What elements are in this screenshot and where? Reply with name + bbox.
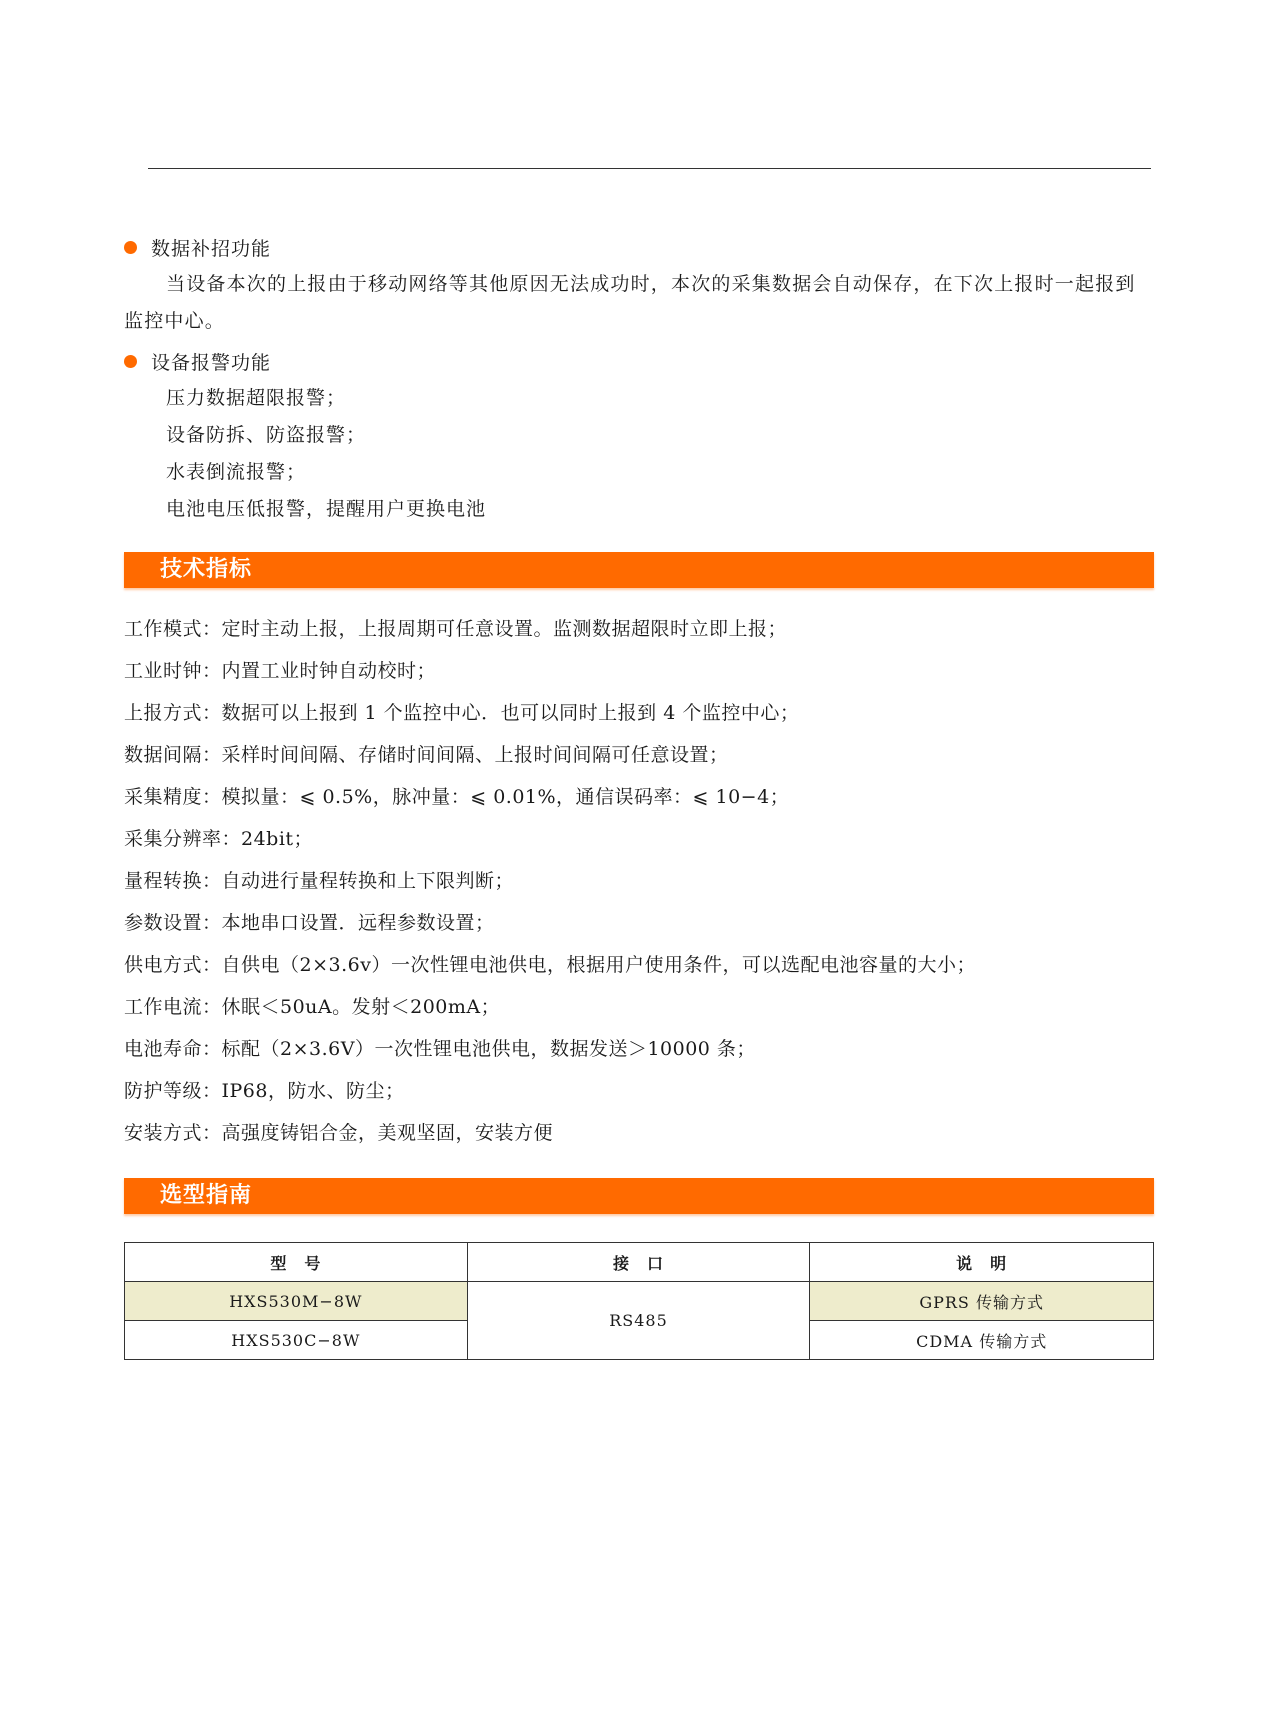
col-header-description: 说 明 [810, 1243, 1154, 1282]
spec-row: 电池寿命：标配（2×3.6V）一次性锂电池供电，数据发送＞10000 条； [124, 1038, 756, 1060]
feature-title: 设备报警功能 [151, 351, 272, 374]
feature-data-recall [124, 232, 1154, 340]
model-cell: HXS530M−8W [125, 1282, 468, 1321]
feature-title: 数据补招功能 [151, 237, 272, 260]
spec-row: 工作模式：定时主动上报，上报周期可任意设置。监测数据超限时立即上报； [124, 618, 788, 640]
spec-row: 数据间隔：采样时间间隔、存储时间间隔、上报时间间隔可任意设置； [124, 744, 729, 766]
header-rule [148, 168, 1151, 169]
alarm-item: 压力数据超限报警； [166, 387, 347, 409]
table-header-row [125, 1243, 1154, 1282]
model-cell: HXS530C−8W [125, 1321, 468, 1360]
spec-row: 工作电流：休眠＜50uA。发射＜200mA； [124, 996, 501, 1018]
spec-row: 供电方式：自供电（2×3.6v）一次性锂电池供电，根据用户使用条件，可以选配电池容量的大小； [124, 954, 976, 976]
spec-row: 上报方式：数据可以上报到 1 个监控中心．也可以同时上报到 4 个监控中心； [124, 702, 800, 724]
table-row [125, 1282, 1154, 1321]
col-header-model: 型 号 [125, 1243, 468, 1282]
spec-row: 工业时钟：内置工业时钟自动校时； [124, 660, 437, 682]
description-cell: GPRS 传输方式 [810, 1282, 1154, 1321]
selection-table [124, 1242, 1154, 1360]
spec-row: 采集分辨率：24bit； [124, 828, 314, 850]
spec-list [124, 608, 1154, 1154]
spec-row: 量程转换：自动进行量程转换和上下限判断； [124, 870, 515, 892]
alarm-item: 设备防拆、防盗报警； [166, 424, 367, 446]
spec-row: 安装方式：高强度铸铝合金，美观坚固，安装方便 [124, 1122, 554, 1144]
alarm-item: 水表倒流报警； [166, 461, 307, 483]
bullet-dot-icon [124, 355, 137, 368]
spec-row: 采集精度：模拟量：⩽ 0.5%，脉冲量：⩽ 0.01%，通信误码率：⩽ 10−4； [124, 786, 790, 808]
section-heading: 技术指标 [160, 557, 253, 582]
section-banner-guide [124, 1178, 1154, 1214]
section-banner-tech [124, 552, 1154, 588]
section-heading: 选型指南 [160, 1183, 253, 1208]
interface-cell: RS485 [467, 1282, 810, 1360]
feature-alarm [124, 346, 1154, 528]
feature-paragraph: 当设备本次的上报由于移动网络等其他原因无法成功时，本次的采集数据会自动保存，在下次上报时一起报到监控中心。 [124, 273, 1136, 332]
spec-row: 防护等级：IP68，防水、防尘； [124, 1080, 405, 1102]
description-cell: CDMA 传输方式 [810, 1321, 1154, 1360]
alarm-item: 电池电压低报警，提醒用户更换电池 [166, 498, 487, 520]
spec-row: 参数设置：本地串口设置．远程参数设置； [124, 912, 495, 934]
col-header-interface: 接 口 [467, 1243, 810, 1282]
bullet-dot-icon [124, 241, 137, 254]
